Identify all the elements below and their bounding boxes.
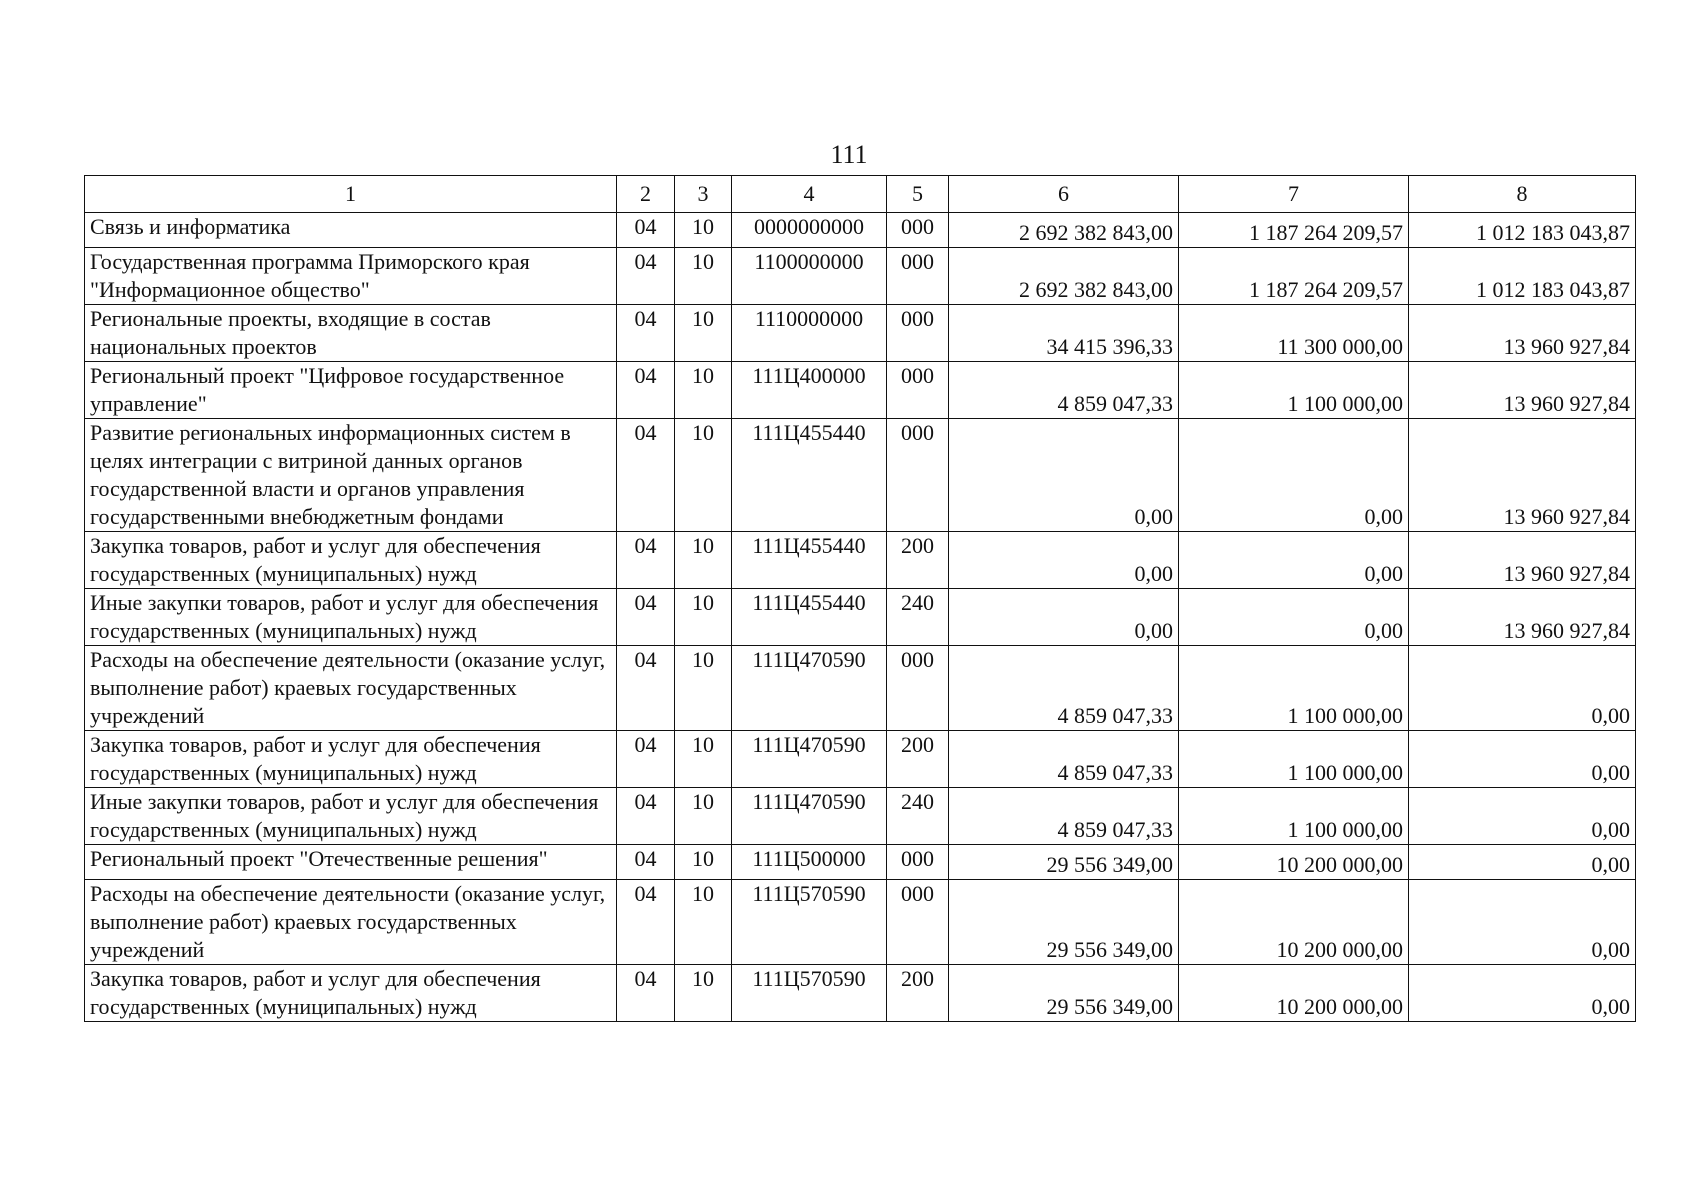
- row-subsection: 10: [675, 880, 732, 965]
- row-amount-col6: 2 692 382 843,00: [949, 248, 1179, 305]
- row-subsection: 10: [675, 965, 732, 1022]
- row-amount-col6: 2 692 382 843,00: [949, 213, 1179, 248]
- row-subsection: 10: [675, 589, 732, 646]
- row-expense-type: 000: [887, 419, 949, 532]
- row-subsection: 10: [675, 788, 732, 845]
- row-expense-type: 200: [887, 965, 949, 1022]
- row-name: Закупка товаров, работ и услуг для обеспечения государственных (муниципальных) нужд: [85, 731, 617, 788]
- row-subsection: 10: [675, 731, 732, 788]
- row-amount-col8: 0,00: [1409, 646, 1636, 731]
- row-amount-col7: 0,00: [1179, 532, 1409, 589]
- row-expense-type: 240: [887, 589, 949, 646]
- row-amount-col7: 1 100 000,00: [1179, 788, 1409, 845]
- row-amount-col6: 29 556 349,00: [949, 965, 1179, 1022]
- row-target-code: 111Ц455440: [732, 589, 887, 646]
- row-amount-col8: 13 960 927,84: [1409, 305, 1636, 362]
- table-row: [85, 532, 1636, 589]
- row-section: 04: [617, 213, 675, 248]
- row-amount-col6: 34 415 396,33: [949, 305, 1179, 362]
- row-amount-col8: 13 960 927,84: [1409, 532, 1636, 589]
- row-expense-type: 000: [887, 305, 949, 362]
- row-amount-col8: 0,00: [1409, 731, 1636, 788]
- row-amount-col8: 0,00: [1409, 788, 1636, 845]
- row-section: 04: [617, 248, 675, 305]
- row-name: Региональный проект "Отечественные решения": [85, 845, 617, 880]
- row-name: Государственная программа Приморского края "Информационное общество": [85, 248, 617, 305]
- row-section: 04: [617, 965, 675, 1022]
- row-amount-col8: 0,00: [1409, 880, 1636, 965]
- row-expense-type: 200: [887, 532, 949, 589]
- row-name: Региональные проекты, входящие в состав национальных проектов: [85, 305, 617, 362]
- row-target-code: 111Ц470590: [732, 646, 887, 731]
- table-row: [85, 419, 1636, 532]
- row-target-code: 111Ц455440: [732, 532, 887, 589]
- row-subsection: 10: [675, 248, 732, 305]
- row-amount-col6: 0,00: [949, 532, 1179, 589]
- row-expense-type: 000: [887, 362, 949, 419]
- row-name: Иные закупки товаров, работ и услуг для обеспечения государственных (муниципальных) нужд: [85, 589, 617, 646]
- header-col-1: 1: [85, 176, 617, 213]
- table-row: [85, 248, 1636, 305]
- table-row: [85, 589, 1636, 646]
- row-name: Связь и информатика: [85, 213, 617, 248]
- row-amount-col7: 1 100 000,00: [1179, 646, 1409, 731]
- row-name: Иные закупки товаров, работ и услуг для обеспечения государственных (муниципальных) нужд: [85, 788, 617, 845]
- row-amount-col7: 1 100 000,00: [1179, 362, 1409, 419]
- header-col-3: 3: [675, 176, 732, 213]
- row-amount-col8: 13 960 927,84: [1409, 589, 1636, 646]
- row-target-code: 111Ц470590: [732, 788, 887, 845]
- row-expense-type: 240: [887, 788, 949, 845]
- row-target-code: 1100000000: [732, 248, 887, 305]
- row-expense-type: 200: [887, 731, 949, 788]
- header-col-6: 6: [949, 176, 1179, 213]
- row-amount-col7: 1 187 264 209,57: [1179, 248, 1409, 305]
- row-name: Закупка товаров, работ и услуг для обеспечения государственных (муниципальных) нужд: [85, 532, 617, 589]
- row-amount-col7: 1 100 000,00: [1179, 731, 1409, 788]
- row-name: Региональный проект "Цифровое государственное управление": [85, 362, 617, 419]
- row-target-code: 0000000000: [732, 213, 887, 248]
- row-amount-col6: 29 556 349,00: [949, 880, 1179, 965]
- budget-table: [84, 175, 1636, 1022]
- header-col-7: 7: [1179, 176, 1409, 213]
- table-body: [85, 213, 1636, 1022]
- row-amount-col8: 0,00: [1409, 845, 1636, 880]
- row-amount-col8: 1 012 183 043,87: [1409, 213, 1636, 248]
- row-amount-col6: 0,00: [949, 419, 1179, 532]
- row-amount-col7: 11 300 000,00: [1179, 305, 1409, 362]
- row-section: 04: [617, 845, 675, 880]
- row-name: Расходы на обеспечение деятельности (оказание услуг, выполнение работ) краевых государственных учреждений: [85, 880, 617, 965]
- table-row: [85, 305, 1636, 362]
- row-section: 04: [617, 362, 675, 419]
- header-col-8: 8: [1409, 176, 1636, 213]
- row-amount-col7: 0,00: [1179, 419, 1409, 532]
- header-row: [85, 176, 1636, 213]
- row-subsection: 10: [675, 419, 732, 532]
- row-subsection: 10: [675, 646, 732, 731]
- row-subsection: 10: [675, 845, 732, 880]
- row-amount-col6: 4 859 047,33: [949, 731, 1179, 788]
- row-section: 04: [617, 305, 675, 362]
- table-row: [85, 646, 1636, 731]
- row-amount-col6: 4 859 047,33: [949, 788, 1179, 845]
- row-section: 04: [617, 788, 675, 845]
- table-row: [85, 213, 1636, 248]
- row-section: 04: [617, 646, 675, 731]
- row-target-code: 111Ц570590: [732, 880, 887, 965]
- row-amount-col7: 1 187 264 209,57: [1179, 213, 1409, 248]
- row-target-code: 111Ц500000: [732, 845, 887, 880]
- row-expense-type: 000: [887, 213, 949, 248]
- row-amount-col6: 0,00: [949, 589, 1179, 646]
- header-col-2: 2: [617, 176, 675, 213]
- row-section: 04: [617, 532, 675, 589]
- row-amount-col7: 0,00: [1179, 589, 1409, 646]
- row-subsection: 10: [675, 213, 732, 248]
- row-amount-col8: 0,00: [1409, 965, 1636, 1022]
- row-expense-type: 000: [887, 248, 949, 305]
- row-amount-col7: 10 200 000,00: [1179, 845, 1409, 880]
- table-row: [85, 845, 1636, 880]
- row-amount-col7: 10 200 000,00: [1179, 880, 1409, 965]
- row-section: 04: [617, 731, 675, 788]
- table-row: [85, 731, 1636, 788]
- row-section: 04: [617, 589, 675, 646]
- row-target-code: 1110000000: [732, 305, 887, 362]
- row-amount-col6: 4 859 047,33: [949, 646, 1179, 731]
- row-name: Закупка товаров, работ и услуг для обеспечения государственных (муниципальных) нужд: [85, 965, 617, 1022]
- row-target-code: 111Ц455440: [732, 419, 887, 532]
- row-target-code: 111Ц570590: [732, 965, 887, 1022]
- row-name: Развитие региональных информационных систем в целях интеграции с витриной данных органов государственной власти и органов управления государственными внебюджетным фондами: [85, 419, 617, 532]
- row-subsection: 10: [675, 532, 732, 589]
- page-number: 111: [830, 140, 868, 169]
- row-amount-col8: 13 960 927,84: [1409, 362, 1636, 419]
- row-subsection: 10: [675, 305, 732, 362]
- table-row: [85, 965, 1636, 1022]
- header-col-5: 5: [887, 176, 949, 213]
- row-name: Расходы на обеспечение деятельности (оказание услуг, выполнение работ) краевых государственных учреждений: [85, 646, 617, 731]
- table-header: [85, 176, 1636, 213]
- row-amount-col8: 13 960 927,84: [1409, 419, 1636, 532]
- row-expense-type: 000: [887, 845, 949, 880]
- table-row: [85, 362, 1636, 419]
- row-expense-type: 000: [887, 646, 949, 731]
- row-amount-col7: 10 200 000,00: [1179, 965, 1409, 1022]
- row-target-code: 111Ц400000: [732, 362, 887, 419]
- table-row: [85, 880, 1636, 965]
- header-col-4: 4: [732, 176, 887, 213]
- row-target-code: 111Ц470590: [732, 731, 887, 788]
- row-amount-col8: 1 012 183 043,87: [1409, 248, 1636, 305]
- table-row: [85, 788, 1636, 845]
- row-section: 04: [617, 880, 675, 965]
- row-amount-col6: 4 859 047,33: [949, 362, 1179, 419]
- row-expense-type: 000: [887, 880, 949, 965]
- row-subsection: 10: [675, 362, 732, 419]
- row-section: 04: [617, 419, 675, 532]
- row-amount-col6: 29 556 349,00: [949, 845, 1179, 880]
